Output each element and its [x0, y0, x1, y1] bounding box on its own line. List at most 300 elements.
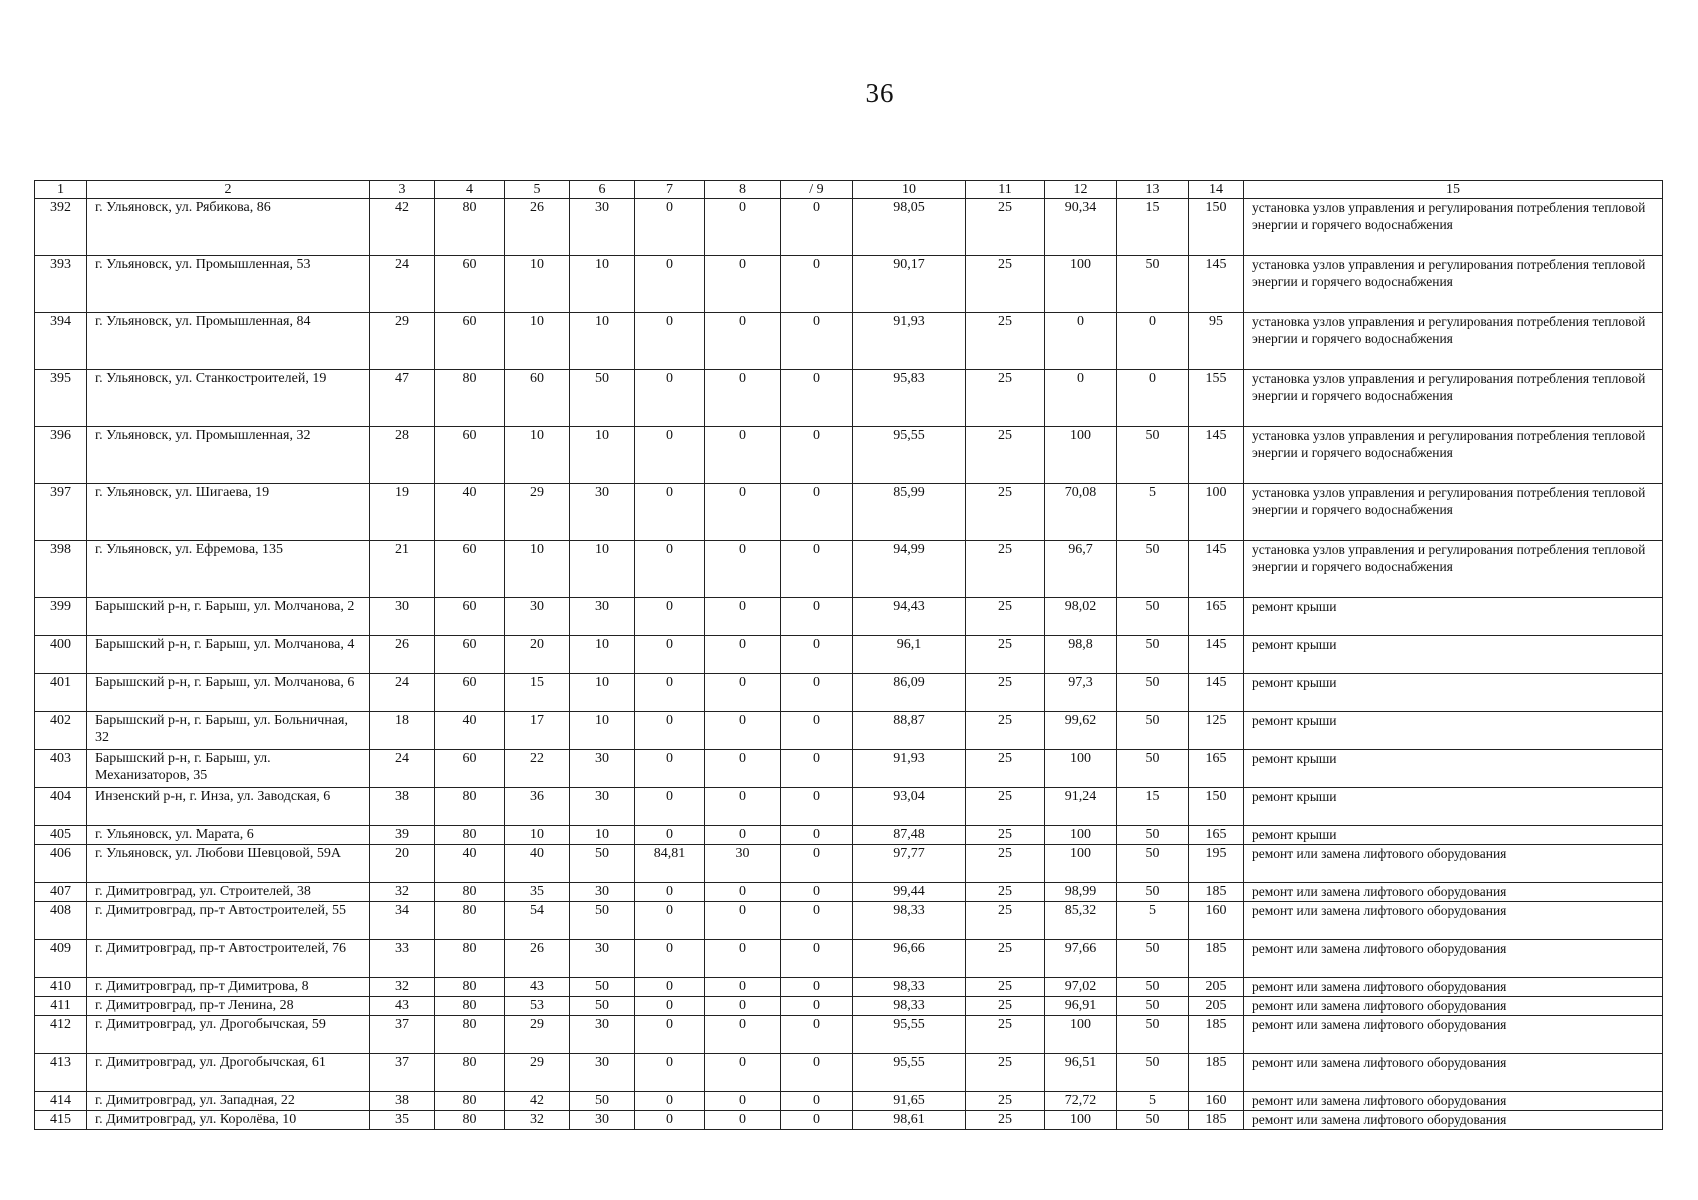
value-cell: 25	[966, 1054, 1045, 1092]
value-cell: 38	[370, 1092, 435, 1111]
value-cell: 0	[635, 541, 705, 598]
value-cell: 80	[435, 978, 505, 997]
value-cell: 97,66	[1045, 940, 1117, 978]
value-cell: 0	[1117, 313, 1189, 370]
value-cell: 70,08	[1045, 484, 1117, 541]
value-cell: 0	[781, 370, 853, 427]
value-cell: 0	[635, 1054, 705, 1092]
value-cell: 10	[505, 826, 570, 845]
table-row	[35, 1016, 1663, 1054]
value-cell: 0	[781, 541, 853, 598]
value-cell: 95	[1189, 313, 1244, 370]
col-header: 13	[1117, 181, 1189, 199]
address-cell: Барышский р-н, г. Барыш, ул. Молчанова, 2	[87, 598, 370, 636]
table-row	[35, 370, 1663, 427]
row-number-cell: 399	[35, 598, 87, 636]
value-cell: 29	[370, 313, 435, 370]
value-cell: 50	[1117, 256, 1189, 313]
address-cell: Барышский р-н, г. Барыш, ул. Механизаторов, 35	[87, 750, 370, 788]
address-cell: г. Ульяновск, ул. Любови Шевцовой, 59А	[87, 845, 370, 883]
value-cell: 26	[505, 199, 570, 256]
value-cell: 160	[1189, 902, 1244, 940]
work-type-cell: ремонт крыши	[1244, 636, 1663, 674]
address-cell: г. Димитровград, пр-т Автостроителей, 55	[87, 902, 370, 940]
row-number-cell: 415	[35, 1111, 87, 1130]
page-number: 36	[865, 78, 895, 108]
value-cell: 94,99	[853, 541, 966, 598]
value-cell: 95,83	[853, 370, 966, 427]
value-cell: 20	[505, 636, 570, 674]
address-cell: г. Ульяновск, ул. Рябикова, 86	[87, 199, 370, 256]
value-cell: 50	[1117, 636, 1189, 674]
value-cell: 25	[966, 674, 1045, 712]
value-cell: 0	[781, 883, 853, 902]
value-cell: 80	[435, 1092, 505, 1111]
value-cell: 0	[705, 541, 781, 598]
value-cell: 165	[1189, 750, 1244, 788]
value-cell: 0	[781, 598, 853, 636]
table-row	[35, 256, 1663, 313]
value-cell: 60	[435, 750, 505, 788]
value-cell: 0	[781, 674, 853, 712]
value-cell: 205	[1189, 978, 1244, 997]
value-cell: 50	[570, 997, 635, 1016]
col-header: 15	[1244, 181, 1663, 199]
value-cell: 60	[435, 427, 505, 484]
table-row	[35, 199, 1663, 256]
value-cell: 0	[705, 750, 781, 788]
value-cell: 50	[1117, 750, 1189, 788]
value-cell: 0	[781, 712, 853, 750]
table-row	[35, 712, 1663, 750]
value-cell: 0	[705, 674, 781, 712]
value-cell: 60	[505, 370, 570, 427]
row-number-cell: 408	[35, 902, 87, 940]
value-cell: 25	[966, 1111, 1045, 1130]
value-cell: 0	[705, 997, 781, 1016]
address-cell: г. Ульяновск, ул. Промышленная, 32	[87, 427, 370, 484]
col-header: / 9	[781, 181, 853, 199]
value-cell: 30	[570, 883, 635, 902]
value-cell: 0	[705, 636, 781, 674]
value-cell: 98,8	[1045, 636, 1117, 674]
value-cell: 0	[635, 940, 705, 978]
value-cell: 25	[966, 788, 1045, 826]
row-number-cell: 401	[35, 674, 87, 712]
value-cell: 0	[781, 940, 853, 978]
value-cell: 25	[966, 978, 1045, 997]
value-cell: 93,04	[853, 788, 966, 826]
value-cell: 0	[705, 427, 781, 484]
value-cell: 39	[370, 826, 435, 845]
value-cell: 185	[1189, 883, 1244, 902]
value-cell: 0	[781, 256, 853, 313]
value-cell: 0	[705, 788, 781, 826]
row-number-cell: 407	[35, 883, 87, 902]
value-cell: 95,55	[853, 1016, 966, 1054]
value-cell: 50	[570, 370, 635, 427]
value-cell: 21	[370, 541, 435, 598]
value-cell: 145	[1189, 427, 1244, 484]
value-cell: 91,24	[1045, 788, 1117, 826]
value-cell: 72,72	[1045, 1092, 1117, 1111]
value-cell: 50	[1117, 541, 1189, 598]
table-row	[35, 902, 1663, 940]
value-cell: 0	[635, 484, 705, 541]
value-cell: 0	[781, 902, 853, 940]
value-cell: 25	[966, 826, 1045, 845]
value-cell: 10	[570, 674, 635, 712]
value-cell: 0	[781, 826, 853, 845]
value-cell: 30	[370, 598, 435, 636]
value-cell: 30	[570, 1054, 635, 1092]
value-cell: 0	[705, 199, 781, 256]
value-cell: 0	[705, 256, 781, 313]
value-cell: 0	[635, 883, 705, 902]
value-cell: 90,17	[853, 256, 966, 313]
value-cell: 19	[370, 484, 435, 541]
value-cell: 145	[1189, 674, 1244, 712]
value-cell: 47	[370, 370, 435, 427]
value-cell: 25	[966, 427, 1045, 484]
value-cell: 0	[705, 978, 781, 997]
value-cell: 50	[570, 845, 635, 883]
value-cell: 88,87	[853, 712, 966, 750]
col-header: 14	[1189, 181, 1244, 199]
value-cell: 29	[505, 1016, 570, 1054]
value-cell: 37	[370, 1016, 435, 1054]
address-cell: г. Ульяновск, ул. Марата, 6	[87, 826, 370, 845]
row-number-cell: 395	[35, 370, 87, 427]
value-cell: 35	[505, 883, 570, 902]
value-cell: 60	[435, 541, 505, 598]
value-cell: 30	[570, 199, 635, 256]
value-cell: 50	[570, 1092, 635, 1111]
row-number-cell: 414	[35, 1092, 87, 1111]
value-cell: 0	[635, 636, 705, 674]
row-number-cell: 397	[35, 484, 87, 541]
value-cell: 80	[435, 1016, 505, 1054]
row-number-cell: 393	[35, 256, 87, 313]
value-cell: 25	[966, 750, 1045, 788]
table-row	[35, 1092, 1663, 1111]
table-row	[35, 427, 1663, 484]
value-cell: 125	[1189, 712, 1244, 750]
address-cell: г. Ульяновск, ул. Шигаева, 19	[87, 484, 370, 541]
row-number-cell: 404	[35, 788, 87, 826]
value-cell: 26	[370, 636, 435, 674]
col-header: 12	[1045, 181, 1117, 199]
work-type-cell: ремонт или замена лифтового оборудования	[1244, 1054, 1663, 1092]
value-cell: 25	[966, 636, 1045, 674]
value-cell: 185	[1189, 1016, 1244, 1054]
value-cell: 29	[505, 1054, 570, 1092]
value-cell: 30	[570, 1016, 635, 1054]
table-row	[35, 978, 1663, 997]
table-body	[35, 199, 1663, 1130]
value-cell: 90,34	[1045, 199, 1117, 256]
value-cell: 0	[635, 674, 705, 712]
value-cell: 0	[635, 199, 705, 256]
value-cell: 0	[781, 199, 853, 256]
value-cell: 25	[966, 845, 1045, 883]
col-header: 3	[370, 181, 435, 199]
value-cell: 98,61	[853, 1111, 966, 1130]
table-row	[35, 845, 1663, 883]
value-cell: 10	[570, 541, 635, 598]
value-cell: 5	[1117, 902, 1189, 940]
value-cell: 0	[781, 313, 853, 370]
value-cell: 38	[370, 788, 435, 826]
value-cell: 0	[781, 978, 853, 997]
work-type-cell: установка узлов управления и регулирования потребления тепловой энергии и горячего водоснабжения	[1244, 256, 1663, 313]
value-cell: 95,55	[853, 1054, 966, 1092]
value-cell: 85,99	[853, 484, 966, 541]
value-cell: 24	[370, 256, 435, 313]
table-row	[35, 750, 1663, 788]
value-cell: 195	[1189, 845, 1244, 883]
work-type-cell: ремонт или замена лифтового оборудования	[1244, 1092, 1663, 1111]
value-cell: 0	[1045, 313, 1117, 370]
row-number-cell: 398	[35, 541, 87, 598]
row-number-cell: 410	[35, 978, 87, 997]
value-cell: 0	[781, 845, 853, 883]
value-cell: 85,32	[1045, 902, 1117, 940]
value-cell: 0	[635, 370, 705, 427]
row-number-cell: 394	[35, 313, 87, 370]
value-cell: 25	[966, 712, 1045, 750]
value-cell: 25	[966, 199, 1045, 256]
table-row	[35, 313, 1663, 370]
value-cell: 0	[705, 1092, 781, 1111]
value-cell: 5	[1117, 484, 1189, 541]
value-cell: 80	[435, 883, 505, 902]
value-cell: 96,91	[1045, 997, 1117, 1016]
col-header: 7	[635, 181, 705, 199]
value-cell: 37	[370, 1054, 435, 1092]
row-number-cell: 406	[35, 845, 87, 883]
value-cell: 0	[635, 978, 705, 997]
value-cell: 97,02	[1045, 978, 1117, 997]
value-cell: 10	[570, 712, 635, 750]
value-cell: 60	[435, 674, 505, 712]
value-cell: 22	[505, 750, 570, 788]
value-cell: 15	[505, 674, 570, 712]
address-cell: Инзенский р-н, г. Инза, ул. Заводская, 6	[87, 788, 370, 826]
value-cell: 80	[435, 1054, 505, 1092]
work-type-cell: ремонт крыши	[1244, 750, 1663, 788]
row-number-cell: 405	[35, 826, 87, 845]
value-cell: 50	[1117, 826, 1189, 845]
value-cell: 35	[370, 1111, 435, 1130]
value-cell: 100	[1045, 1016, 1117, 1054]
value-cell: 42	[370, 199, 435, 256]
address-cell: г. Димитровград, ул. Королёва, 10	[87, 1111, 370, 1130]
value-cell: 50	[1117, 883, 1189, 902]
value-cell: 86,09	[853, 674, 966, 712]
value-cell: 20	[370, 845, 435, 883]
value-cell: 0	[705, 1111, 781, 1130]
value-cell: 84,81	[635, 845, 705, 883]
address-cell: г. Димитровград, ул. Дрогобычская, 59	[87, 1016, 370, 1054]
value-cell: 205	[1189, 997, 1244, 1016]
value-cell: 25	[966, 883, 1045, 902]
value-cell: 150	[1189, 199, 1244, 256]
value-cell: 60	[435, 636, 505, 674]
value-cell: 0	[635, 313, 705, 370]
row-number-cell: 409	[35, 940, 87, 978]
value-cell: 26	[505, 940, 570, 978]
value-cell: 24	[370, 674, 435, 712]
value-cell: 98,33	[853, 997, 966, 1016]
value-cell: 0	[781, 484, 853, 541]
value-cell: 0	[781, 1092, 853, 1111]
value-cell: 25	[966, 598, 1045, 636]
value-cell: 0	[635, 1016, 705, 1054]
value-cell: 25	[966, 997, 1045, 1016]
col-header: 2	[87, 181, 370, 199]
address-cell: г. Димитровград, ул. Строителей, 38	[87, 883, 370, 902]
value-cell: 0	[635, 598, 705, 636]
value-cell: 10	[570, 636, 635, 674]
value-cell: 80	[435, 370, 505, 427]
value-cell: 53	[505, 997, 570, 1016]
value-cell: 60	[435, 313, 505, 370]
value-cell: 80	[435, 1111, 505, 1130]
address-cell: г. Димитровград, ул. Дрогобычская, 61	[87, 1054, 370, 1092]
value-cell: 30	[570, 484, 635, 541]
row-number-cell: 403	[35, 750, 87, 788]
work-type-cell: ремонт крыши	[1244, 598, 1663, 636]
value-cell: 0	[705, 826, 781, 845]
value-cell: 96,1	[853, 636, 966, 674]
value-cell: 24	[370, 750, 435, 788]
value-cell: 91,93	[853, 750, 966, 788]
value-cell: 18	[370, 712, 435, 750]
value-cell: 30	[505, 598, 570, 636]
value-cell: 0	[705, 940, 781, 978]
value-cell: 91,93	[853, 313, 966, 370]
value-cell: 160	[1189, 1092, 1244, 1111]
value-cell: 40	[435, 484, 505, 541]
value-cell: 98,99	[1045, 883, 1117, 902]
work-type-cell: ремонт или замена лифтового оборудования	[1244, 845, 1663, 883]
value-cell: 98,05	[853, 199, 966, 256]
address-cell: г. Ульяновск, ул. Станкостроителей, 19	[87, 370, 370, 427]
value-cell: 0	[781, 427, 853, 484]
row-number-cell: 402	[35, 712, 87, 750]
table-row	[35, 883, 1663, 902]
work-type-cell: ремонт или замена лифтового оборудования	[1244, 1111, 1663, 1130]
value-cell: 0	[705, 313, 781, 370]
value-cell: 50	[1117, 997, 1189, 1016]
table-row	[35, 940, 1663, 978]
col-header: 5	[505, 181, 570, 199]
value-cell: 100	[1045, 427, 1117, 484]
col-header: 1	[35, 181, 87, 199]
value-cell: 0	[781, 636, 853, 674]
value-cell: 0	[635, 788, 705, 826]
value-cell: 99,62	[1045, 712, 1117, 750]
value-cell: 25	[966, 541, 1045, 598]
address-cell: г. Ульяновск, ул. Ефремова, 135	[87, 541, 370, 598]
address-cell: г. Ульяновск, ул. Промышленная, 53	[87, 256, 370, 313]
value-cell: 0	[635, 750, 705, 788]
work-type-cell: установка узлов управления и регулирования потребления тепловой энергии и горячего водоснабжения	[1244, 484, 1663, 541]
value-cell: 50	[570, 978, 635, 997]
value-cell: 100	[1189, 484, 1244, 541]
col-header: 10	[853, 181, 966, 199]
value-cell: 96,66	[853, 940, 966, 978]
value-cell: 50	[1117, 978, 1189, 997]
value-cell: 34	[370, 902, 435, 940]
value-cell: 0	[781, 1111, 853, 1130]
value-cell: 145	[1189, 636, 1244, 674]
col-header: 11	[966, 181, 1045, 199]
value-cell: 98,33	[853, 902, 966, 940]
value-cell: 0	[635, 997, 705, 1016]
value-cell: 30	[705, 845, 781, 883]
value-cell: 100	[1045, 845, 1117, 883]
address-cell: г. Димитровград, ул. Западная, 22	[87, 1092, 370, 1111]
address-cell: Барышский р-н, г. Барыш, ул. Больничная, 32	[87, 712, 370, 750]
value-cell: 100	[1045, 826, 1117, 845]
work-type-cell: установка узлов управления и регулирования потребления тепловой энергии и горячего водоснабжения	[1244, 199, 1663, 256]
row-number-cell: 411	[35, 997, 87, 1016]
value-cell: 32	[505, 1111, 570, 1130]
row-number-cell: 400	[35, 636, 87, 674]
value-cell: 0	[781, 1054, 853, 1092]
work-type-cell: ремонт или замена лифтового оборудования	[1244, 978, 1663, 997]
value-cell: 185	[1189, 1054, 1244, 1092]
value-cell: 50	[1117, 845, 1189, 883]
value-cell: 43	[505, 978, 570, 997]
value-cell: 80	[435, 940, 505, 978]
value-cell: 98,33	[853, 978, 966, 997]
work-type-cell: ремонт или замена лифтового оборудования	[1244, 1016, 1663, 1054]
row-number-cell: 392	[35, 199, 87, 256]
address-cell: г. Димитровград, пр-т Димитрова, 8	[87, 978, 370, 997]
value-cell: 0	[705, 712, 781, 750]
value-cell: 10	[570, 313, 635, 370]
value-cell: 30	[570, 940, 635, 978]
value-cell: 0	[781, 997, 853, 1016]
value-cell: 165	[1189, 598, 1244, 636]
work-type-cell: установка узлов управления и регулирования потребления тепловой энергии и горячего водоснабжения	[1244, 427, 1663, 484]
value-cell: 50	[1117, 427, 1189, 484]
value-cell: 94,43	[853, 598, 966, 636]
value-cell: 100	[1045, 750, 1117, 788]
value-cell: 0	[635, 1111, 705, 1130]
col-header: 6	[570, 181, 635, 199]
value-cell: 0	[635, 902, 705, 940]
address-cell: г. Димитровград, пр-т Ленина, 28	[87, 997, 370, 1016]
col-header: 4	[435, 181, 505, 199]
row-number-cell: 396	[35, 427, 87, 484]
value-cell: 30	[570, 750, 635, 788]
value-cell: 80	[435, 826, 505, 845]
value-cell: 28	[370, 427, 435, 484]
value-cell: 50	[570, 902, 635, 940]
value-cell: 40	[505, 845, 570, 883]
value-cell: 0	[1117, 370, 1189, 427]
value-cell: 0	[781, 788, 853, 826]
value-cell: 29	[505, 484, 570, 541]
value-cell: 54	[505, 902, 570, 940]
value-cell: 30	[570, 788, 635, 826]
value-cell: 95,55	[853, 427, 966, 484]
work-type-cell: ремонт крыши	[1244, 826, 1663, 845]
